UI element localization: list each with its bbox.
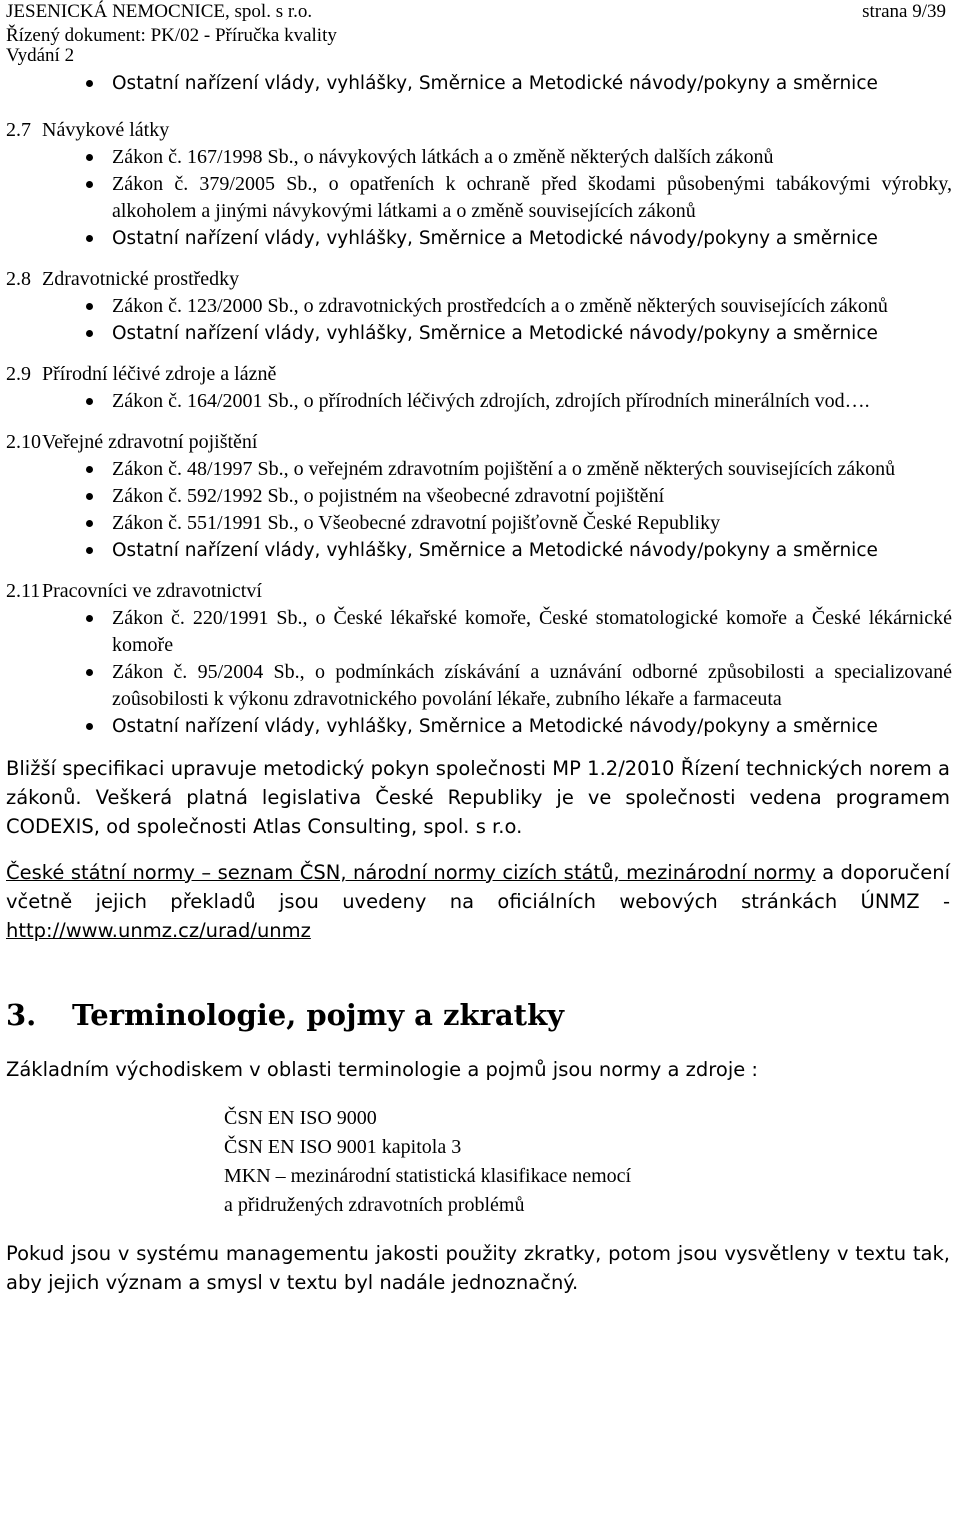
section-heading [6, 429, 954, 456]
header-line-2 [6, 24, 954, 48]
unmz-link[interactable]: http://www.unmz.cz/urad/unmz [6, 919, 311, 942]
section-2-9 [6, 361, 954, 415]
norms-link[interactable]: České státní normy – seznam ČSN, národní normy cizích států, mezinárodní normy [6, 861, 816, 884]
header-line-1 [6, 0, 954, 24]
paragraph-specification: Bližší specifikaci upravuje metodický pokyn společnosti MP 1.2/2010 Řízení technických norem a zákonů. Veškerá platná legislativa České Republiky je ve společnosti vedena programem CODEXIS, od společnosti Atlas Consulting, spol. s r.o. [6, 757, 950, 838]
top-bullet-list [6, 70, 954, 97]
closing-paragraph: Pokud jsou v systému managementu jakosti použity zkratky, potom jsou vysvětleny v textu tak, aby jejich význam a smysl v textu byl nadále jednoznačný. [6, 1242, 950, 1294]
term-item: ČSN EN ISO 9000 [224, 1107, 377, 1129]
term-item: MKN – mezinárodní statistická klasifikace nemocí [224, 1165, 632, 1187]
section-number: 2.9 [6, 363, 31, 385]
chapter-number: 3. [6, 998, 37, 1032]
bullet-list [6, 605, 954, 740]
edition: Vydání 2 [6, 45, 75, 66]
list-item: Ostatní nařízení vlády, vyhlášky, Směrnice a Metodické návody/pokyny a směrnice [6, 225, 954, 252]
section-2-10 [6, 429, 954, 564]
section-title: Pracovníci ve zdravotnictví [42, 580, 262, 602]
list-item: Zákon č. 123/2000 Sb., o zdravotnických prostředcích a o změně některých souvisejících zákonů [6, 293, 954, 320]
list-item: Ostatní nařízení vlády, vyhlášky, Směrnice a Metodické návody/pokyny a směrnice [6, 70, 954, 97]
list-item: Zákon č. 164/2001 Sb., o přírodních léčivých zdrojích, zdrojích přírodních minerálních vod…. [6, 388, 954, 415]
bullet-list [6, 388, 954, 415]
list-item: Zákon č. 167/1998 Sb., o návykových látkách a o změně některých dalších zákonů [6, 144, 954, 171]
list-item: Ostatní nařízení vlády, vyhlášky, Směrnice a Metodické návody/pokyny a směrnice [6, 713, 954, 740]
section-heading [6, 117, 954, 144]
page-number: strana 9/39 [862, 1, 946, 22]
list-item: Zákon č. 379/2005 Sb., o opatřeních k ochraně před škodami působenými tabákovými výrobky, alkoholem a jinými návykovými látkami a o změně souvisejících zákonů [6, 171, 954, 225]
list-item: Ostatní nařízení vlády, vyhlášky, Směrnice a Metodické návody/pokyny a směrnice [6, 537, 954, 564]
section-number: 2.10 [6, 431, 41, 453]
section-heading [6, 361, 954, 388]
bullet-list [6, 456, 954, 564]
company-name: JESENICKÁ NEMOCNICE, spol. s r.o. [6, 1, 313, 22]
section-2-8 [6, 266, 954, 347]
list-item: Zákon č. 551/1991 Sb., o Všeobecné zdravotní pojišťovně České Republiky [6, 510, 954, 537]
section-number: 2.11 [6, 580, 41, 602]
chapter-title: Terminologie, pojmy a zkratky [72, 998, 565, 1032]
section-heading [6, 578, 954, 605]
document-name: Řízený dokument: PK/02 - Příručka kvality [6, 25, 337, 46]
section-title: Návykové látky [42, 119, 170, 141]
list-item: Zákon č. 592/1992 Sb., o pojistném na všeobecné zdravotní pojištění [6, 483, 954, 510]
bullet-list [6, 293, 954, 347]
term-item: a přidružených zdravotních problémů [224, 1194, 525, 1216]
chapter-intro: Základním východiskem v oblasti terminologie a pojmů jsou normy a zdroje : [6, 1058, 758, 1081]
section-title: Přírodní léčivé zdroje a lázně [42, 363, 277, 385]
list-item: Ostatní nařízení vlády, vyhlášky, Směrnice a Metodické návody/pokyny a směrnice [6, 320, 954, 347]
chapter-heading [6, 995, 954, 1035]
section-title: Veřejné zdravotní pojištění [42, 431, 258, 453]
section-2-11 [6, 578, 954, 740]
section-number: 2.7 [6, 119, 31, 141]
list-item: Zákon č. 95/2004 Sb., o podmínkách získávání a uznávání odborné způsobilosti a specializované zoûsobilosti k výkonu zdravotnického povolání lékaře, zubního lékaře a farmaceuta [6, 659, 954, 713]
term-item: ČSN EN ISO 9001 kapitola 3 [224, 1136, 462, 1158]
terms-list [6, 1104, 954, 1220]
header-line-3 [6, 45, 954, 68]
norms-text: a doporučení včetně jejich překladů jsou uvedeny na oficiálních webových stránkách ÚNMZ - [6, 861, 950, 913]
section-title: Zdravotnické prostředky [42, 268, 240, 290]
section-2-7 [6, 117, 954, 252]
section-number: 2.8 [6, 268, 31, 290]
paragraph-norms [6, 858, 954, 945]
bullet-list [6, 144, 954, 252]
list-item: Zákon č. 220/1991 Sb., o České lékařské komoře, České stomatologické komoře a České lékárnické komoře [6, 605, 954, 659]
section-heading [6, 266, 954, 293]
list-item: Zákon č. 48/1997 Sb., o veřejném zdravotním pojištění a o změně některých souvisejících zákonů [6, 456, 954, 483]
